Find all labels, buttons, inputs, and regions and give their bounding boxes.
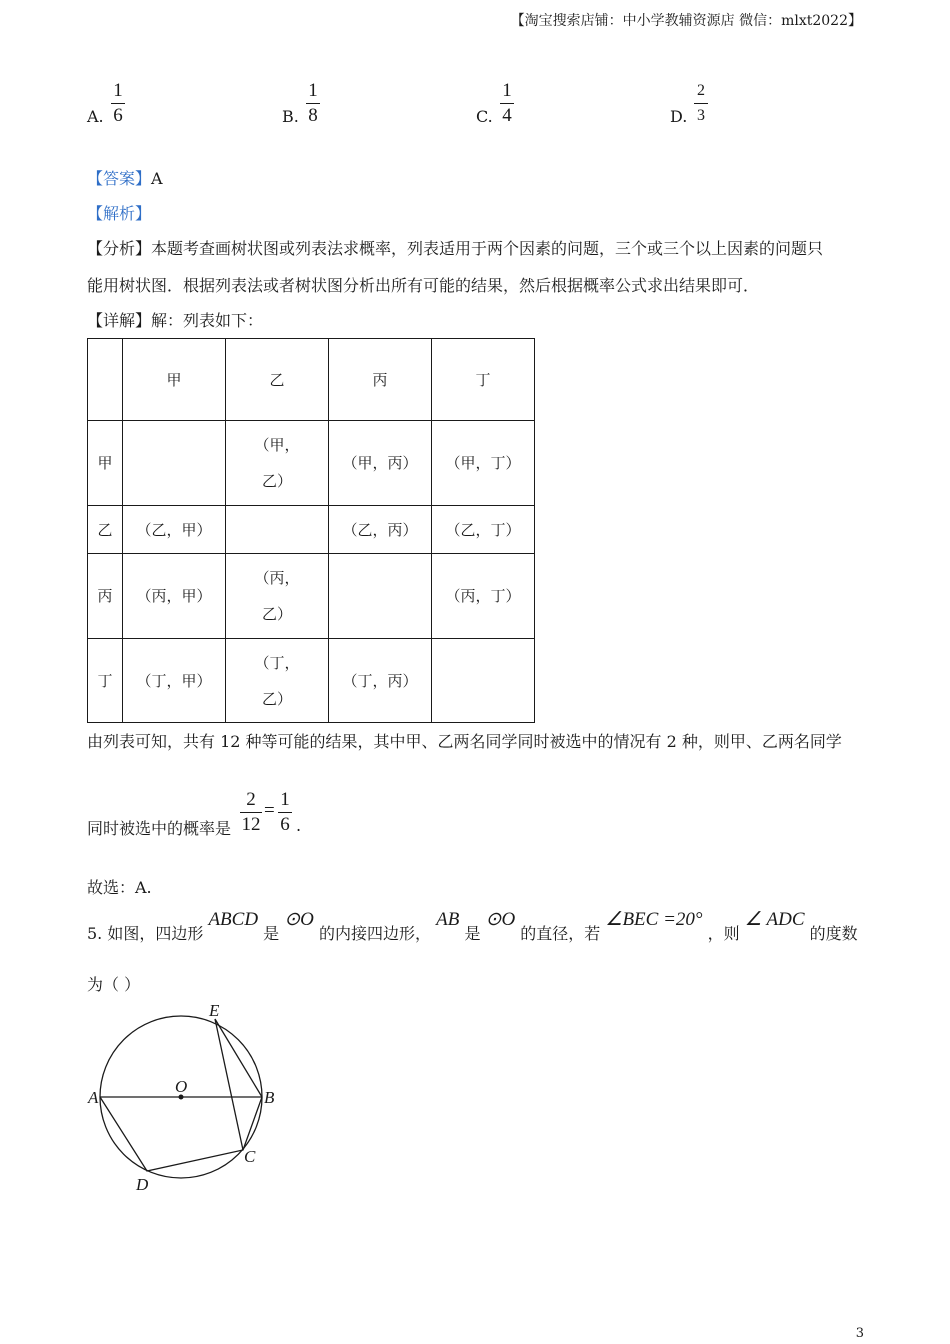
choose-line: 故选：A. [87, 878, 152, 897]
cell-line: （丁， [254, 653, 300, 672]
analysis-line-3: 【详解】解：列表如下： [87, 311, 264, 330]
table-cell: （乙，甲） [123, 506, 226, 554]
option-fraction [694, 80, 708, 127]
table-cell: （丁，丙） [329, 639, 432, 723]
q5-text: ，则 [707, 924, 740, 943]
table-row-header: 丁 [88, 639, 123, 723]
denominator: 4 [502, 105, 512, 126]
denominator: 6 [113, 105, 123, 126]
circle-figure [80, 1000, 300, 1200]
table-cell: （乙，丙） [329, 506, 432, 554]
option-label: B. [282, 107, 299, 126]
denominator: 12 [241, 814, 261, 835]
table-cell [226, 639, 329, 723]
table-row [88, 554, 535, 639]
table-cell [226, 506, 329, 554]
table-row-header: 丙 [88, 554, 123, 639]
table-cell: （乙，丁） [432, 506, 535, 554]
numerator: 2 [697, 82, 705, 99]
cell-line: 乙） [261, 689, 292, 708]
q5-math-angle-bec: ∠BEC =20° [605, 909, 703, 930]
q5-math-angle-adc: ∠ ADC [744, 909, 805, 930]
question-5-line-2: 为（ ） [87, 975, 141, 994]
table-cell [123, 421, 226, 506]
table-header-cell: 丙 [329, 339, 432, 421]
label-c: C [244, 1147, 256, 1166]
numerator: 1 [280, 789, 290, 810]
denominator: 8 [308, 105, 318, 126]
period: . [296, 816, 302, 835]
table-cell [226, 421, 329, 506]
numerator: 2 [246, 789, 256, 810]
table-cell: （丁，甲） [123, 639, 226, 723]
option-fraction [306, 80, 320, 127]
label-a: A [88, 1088, 99, 1107]
analysis-line-2: 能用树状图．根据列表法或者树状图分析出所有可能的结果，然后根据概率公式求出结果即可． [87, 276, 760, 295]
q5-text: 的内接四边形， [319, 924, 432, 943]
table-row-header: 乙 [88, 506, 123, 554]
table-cell: （甲，丙） [329, 421, 432, 506]
option-fraction [111, 80, 125, 127]
table-cell: （丙，丁） [432, 554, 535, 639]
equals-sign: = [264, 800, 275, 821]
table-cell: （甲，丁） [432, 421, 535, 506]
q5-text: 的直径，若 [520, 924, 601, 943]
table-header-cell: 甲 [123, 339, 226, 421]
analysis-line-1: 【分析】本题考查画树状图或列表法求概率，列表适用于两个因素的问题，三个或三个以上因素的问题只 [87, 239, 824, 258]
label-o: O [175, 1077, 188, 1096]
numerator: 1 [308, 80, 318, 101]
cell-line: 乙） [261, 605, 292, 623]
table-cell [226, 554, 329, 639]
option-label: D. [670, 107, 688, 126]
denominator: 6 [280, 814, 290, 835]
segment-eb [215, 1019, 262, 1097]
label-b: B [264, 1088, 275, 1107]
table-cell: （丙，甲） [123, 554, 226, 639]
quadrilateral-abcd [100, 1097, 262, 1171]
page-header: 【淘宝搜索店铺：中小学教辅资源店 微信：mlxt2022】 [510, 13, 862, 29]
option-fraction [500, 80, 514, 127]
q5-text: 是 [464, 924, 481, 943]
conclusion-line-1: 由列表可知，共有 12 种等可能的结果，其中甲、乙两名同学同时被选中的情况有 2 种，则甲、乙两名同学 [87, 732, 842, 751]
label-d: D [136, 1175, 149, 1194]
option-label: C. [476, 107, 493, 126]
answer-value: A [151, 169, 163, 188]
q5-math-circle-o: ⊙O [485, 909, 516, 930]
answer-line [87, 166, 163, 189]
conclusion-line-2-prefix: 同时被选中的概率是 [87, 819, 232, 838]
page-number: 3 [855, 1326, 864, 1341]
q5-text: 是 [263, 924, 280, 943]
q5-text: 5. 如图，四边形 [87, 924, 204, 943]
table-cell [432, 639, 535, 723]
table-row-header: 甲 [88, 421, 123, 506]
cell-line: 乙） [261, 472, 292, 490]
numerator: 1 [113, 80, 123, 101]
question-5-line-1 [87, 907, 858, 943]
table-cell [329, 554, 432, 639]
q5-math-abcd: ABCD [208, 909, 259, 930]
answer-tag: 【答案】 [87, 169, 152, 188]
table-header-cell: 丁 [432, 339, 535, 421]
analysis-tag: 【解析】 [87, 204, 152, 223]
q5-math-circle-o: ⊙O [284, 909, 314, 930]
numerator: 1 [502, 80, 512, 101]
label-e: E [209, 1001, 220, 1020]
denominator: 3 [697, 107, 705, 124]
table-header-cell [88, 339, 123, 421]
table-row [88, 506, 535, 554]
table-header-row [88, 339, 535, 421]
table-header-cell: 乙 [226, 339, 329, 421]
probability-fraction-2-12 [240, 790, 262, 835]
outcome-table [87, 338, 535, 723]
table-row [88, 421, 535, 506]
cell-line: （甲， [254, 436, 300, 454]
cell-line: （丙， [254, 569, 300, 587]
q5-text: 的度数 [809, 924, 858, 943]
segment-ec [215, 1019, 243, 1150]
probability-fraction-1-6 [278, 790, 292, 835]
option-label: A. [87, 107, 104, 126]
q5-math-ab: AB [436, 909, 460, 930]
table-row [88, 639, 535, 723]
